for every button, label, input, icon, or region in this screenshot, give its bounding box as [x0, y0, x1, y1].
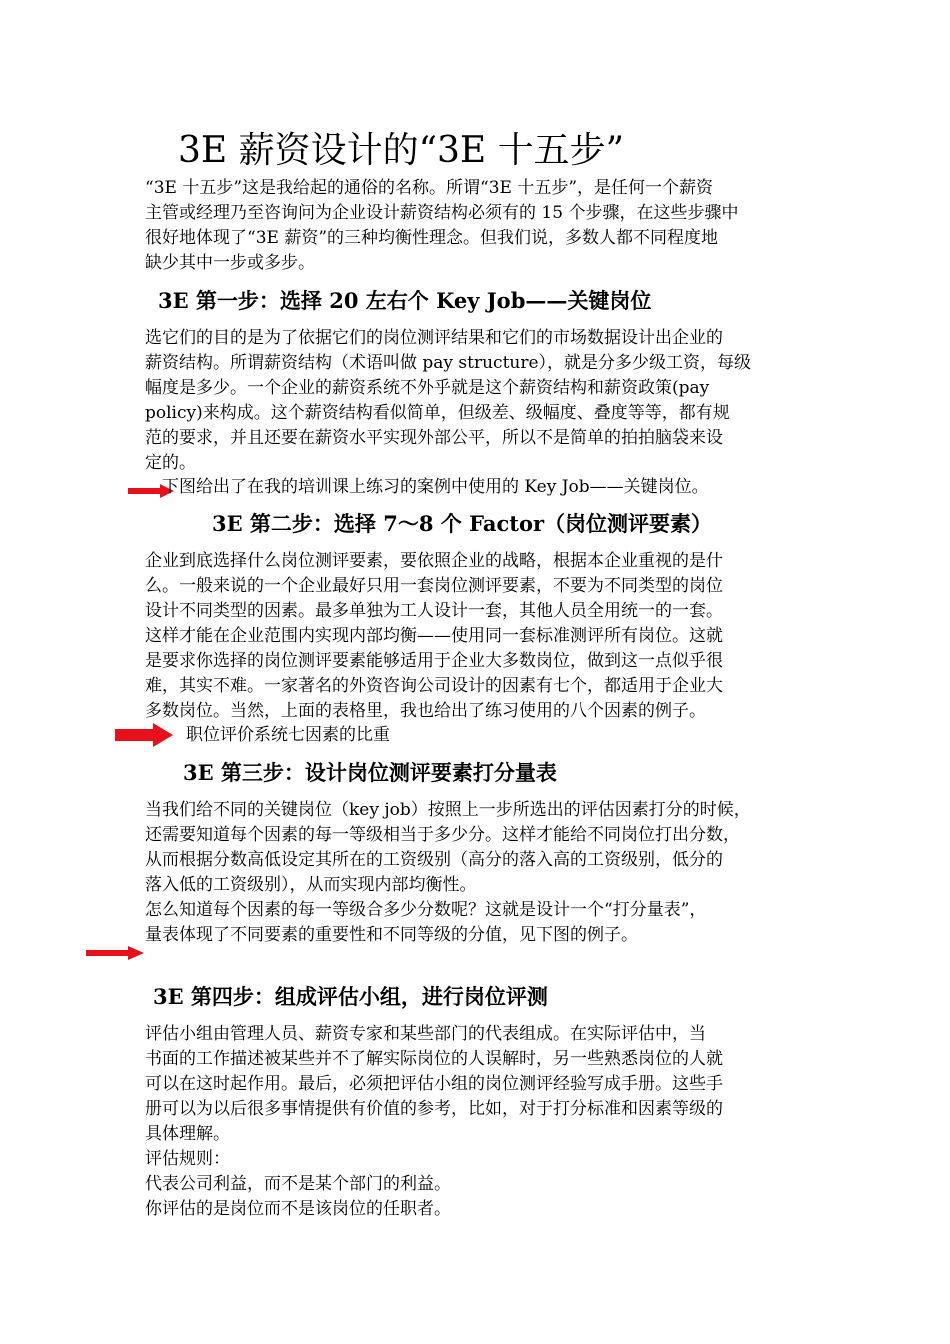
step3-line: 从而根据分数高低设定其所在的工资级别（高分的落入高的工资级别，低分的 [145, 850, 723, 870]
intro-line: 缺少其中一步或多步。 [145, 253, 315, 273]
step4-line: 评估小组由管理人员、薪资专家和某些部门的代表组成。在实际评估中，当 [145, 1024, 706, 1044]
red-arrow-icon [86, 946, 144, 960]
step3-line: 落入低的工资级别），从而实现内部均衡性。 [145, 875, 477, 895]
step2-paragraph [145, 549, 810, 724]
step1-line: 幅度是多少。一个企业的薪资系统不外乎就是这个薪资结构和薪资政策(pay [145, 378, 710, 398]
rule-item: 代表公司利益，而不是某个部门的利益。 [145, 1174, 451, 1194]
step2-line: 是要求你选择的岗位测评要素能够适用于企业大多数岗位，做到这一点似乎很 [145, 651, 723, 671]
step1-heading: 3E 第一步：选择 20 左右个 Key Job——关键岗位 [158, 288, 652, 313]
step1-line: 选它们的目的是为了依据它们的岗位测评结果和它们的市场数据设计出企业的 [145, 328, 723, 348]
step1-line: 薪资结构。所谓薪资结构（术语叫做 pay structure），就是分多少级工资，每级 [145, 353, 752, 373]
step4-heading: 3E 第四步：组成评估小组，进行岗位评测 [153, 984, 548, 1009]
step1-line: 范的要求，并且还要在薪资水平实现外部公平，所以不是简单的拍拍脑袋来设 [145, 428, 723, 448]
intro-line: 很好地体现了“3E 薪资”的三种均衡性理念。但我们说，多数人都不同程度地 [145, 228, 719, 248]
step2-line: 企业到底选择什么岗位测评要素，要依照企业的战略，根据本企业重视的是什 [145, 551, 723, 571]
step3-line: 当我们给不同的关键岗位（key job）按照上一步所选出的评估因素打分的时候， [145, 800, 751, 820]
intro-paragraph [145, 176, 810, 276]
step2-line: 设计不同类型的因素。最多单独为工人设计一套，其他人员全用统一的一套。 [145, 601, 723, 621]
step1-paragraph [145, 326, 810, 476]
step4-line: 册可以为以后很多事情提供有价值的参考，比如，对于打分标准和因素等级的 [145, 1099, 723, 1119]
step3-heading: 3E 第三步：设计岗位测评要素打分量表 [183, 760, 557, 785]
document-title: 3E 薪资设计的“3E 十五步” [178, 130, 625, 171]
step4-paragraph [145, 1022, 810, 1147]
step3-line: 怎么知道每个因素的每一等级合多少分数呢？这就是设计一个“打分量表”， [145, 900, 707, 920]
step1-note: 下图给出了在我的培训课上练习的案例中使用的 Key Job——关键岗位。 [162, 477, 709, 497]
step4-line: 具体理解。 [145, 1124, 230, 1144]
step1-line: 定的。 [145, 453, 196, 473]
rule-item: 你评估的是岗位而不是该岗位的任职者。 [145, 1199, 451, 1219]
step2-line: 这样才能在企业范围内实现内部均衡——使用同一套标准测评所有岗位。这就 [145, 626, 723, 646]
red-arrow-icon [115, 723, 173, 747]
step3-line: 量表体现了不同要素的重要性和不同等级的分值，见下图的例子。 [145, 925, 638, 945]
step2-note: 职位评价系统七因素的比重 [186, 725, 390, 745]
rules-heading: 评估规则： [145, 1149, 230, 1169]
step2-line: 难，其实不难。一家著名的外资咨询公司设计的因素有七个，都适用于企业大 [145, 676, 723, 696]
step3-paragraph [145, 798, 810, 948]
intro-line: 主管或经理乃至咨询问为企业设计薪资结构必须有的 15 个步骤，在这些步骤中 [145, 203, 739, 223]
step4-line: 书面的工作描述被某些并不了解实际岗位的人误解时，另一些熟悉岗位的人就 [145, 1049, 723, 1069]
step1-line: policy)来构成。这个薪资结构看似简单，但级差、级幅度、叠度等等，都有规 [145, 403, 730, 423]
step4-line: 可以在这时起作用。最后，必须把评估小组的岗位测评经验写成手册。这些手 [145, 1074, 723, 1094]
step2-heading: 3E 第二步：选择 7～8 个 Factor（岗位测评要素） [212, 511, 713, 536]
step3-line: 还需要知道每个因素的每一等级相当于多少分。这样才能给不同岗位打出分数， [145, 825, 740, 845]
step2-line: 多数岗位。当然，上面的表格里，我也给出了练习使用的八个因素的例子。 [145, 701, 706, 721]
evaluation-rules [145, 1147, 810, 1222]
step2-line: 么。一般来说的一个企业最好只用一套岗位测评要素，不要为不同类型的岗位 [145, 576, 723, 596]
intro-line: “3E 十五步”这是我给起的通俗的名称。所谓“3E 十五步”，是任何一个薪资 [145, 178, 714, 198]
